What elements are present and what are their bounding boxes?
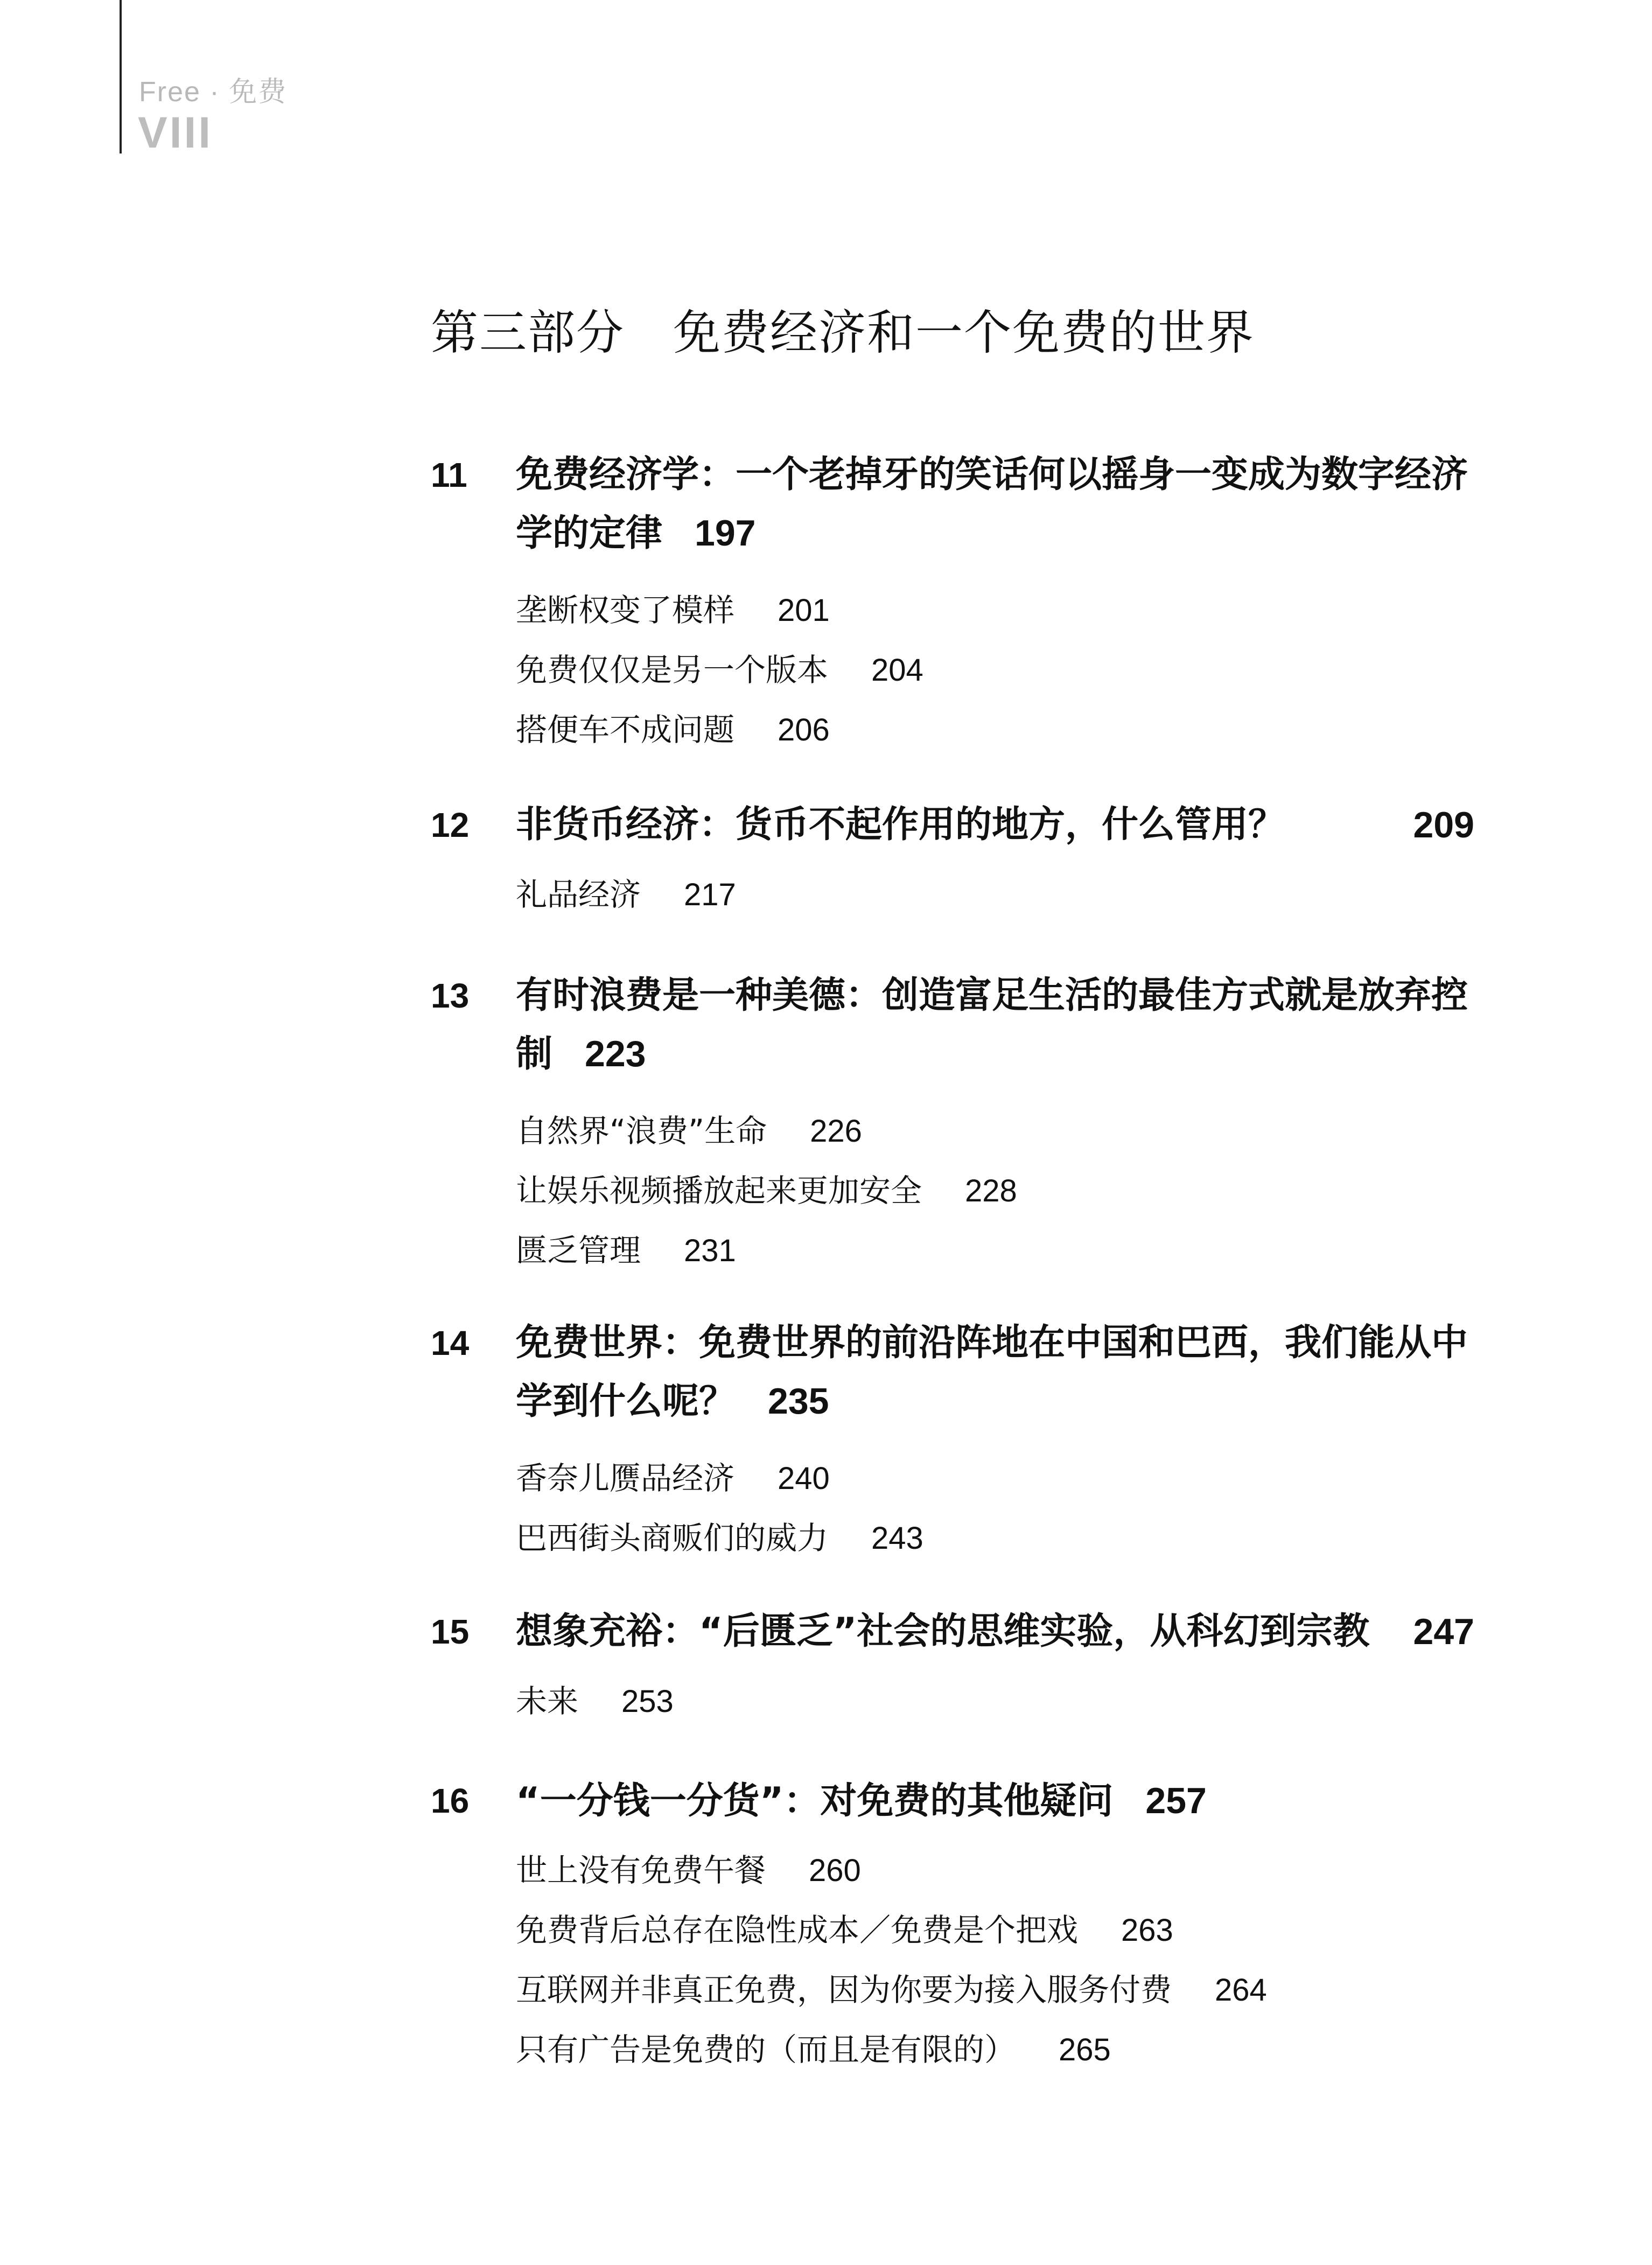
section-page: 201	[778, 593, 830, 628]
chapter-title[interactable]	[516, 1314, 1474, 1431]
chapter-page: 235	[768, 1381, 829, 1422]
running-head: Free · 免费	[139, 76, 288, 108]
section-title: 让娱乐视频播放起来更加安全	[516, 1172, 922, 1209]
chapter-number: 11	[431, 456, 467, 494]
section-list	[516, 1841, 1267, 2080]
chapter-title[interactable]	[516, 796, 1474, 854]
section-entry[interactable]	[516, 1449, 923, 1508]
section-list	[516, 1101, 1017, 1281]
section-page: 226	[810, 1114, 862, 1149]
chapter-title-text: 免费经济学：一个老掉牙的笑话何以摇身一变成为数字经济学的定律	[516, 453, 1468, 555]
section-entry[interactable]	[516, 865, 736, 925]
section-page: 260	[809, 1853, 861, 1888]
section-title: 免费仅仅是另一个版本	[516, 652, 829, 688]
chapter-title-text: 非货币经济：货币不起作用的地方，什么管用？	[516, 803, 1285, 846]
chapter-number: 14	[431, 1324, 470, 1362]
section-list	[516, 1672, 674, 1731]
chapter-page: 257	[1145, 1780, 1207, 1821]
section-list	[516, 1449, 923, 1568]
section-page: 264	[1215, 1973, 1267, 2008]
section-page: 240	[778, 1461, 830, 1496]
section-title: 互联网并非真正免费，因为你要为接入服务付费	[516, 1972, 1172, 2008]
section-title: 礼品经济	[516, 876, 641, 913]
chapter-number: 15	[431, 1612, 470, 1651]
chapter-title[interactable]	[516, 967, 1474, 1083]
chapter-title-text: 有时浪费是一种美德：创造富足生活的最佳方式就是放弃控制	[516, 974, 1468, 1075]
section-entry[interactable]	[516, 1672, 674, 1731]
section-entry[interactable]	[516, 1221, 1017, 1281]
section-entry[interactable]	[516, 1841, 1267, 1900]
chapter-page: 223	[585, 1033, 646, 1074]
chapter-page: 247	[1413, 1611, 1474, 1652]
section-title: 免费背后总存在隐性成本／免费是个把戏	[516, 1912, 1079, 1948]
section-page: 217	[684, 877, 736, 912]
section-page: 228	[965, 1173, 1017, 1208]
chapter-number: 13	[431, 976, 470, 1015]
section-title: 未来	[516, 1683, 579, 1719]
section-list	[516, 865, 736, 925]
section-entry[interactable]	[516, 1161, 1017, 1221]
gutter-rule	[120, 0, 122, 153]
section-entry[interactable]	[516, 1960, 1267, 2020]
chapter-number: 16	[431, 1781, 470, 1820]
section-entry[interactable]	[516, 1101, 1017, 1161]
chapter-title-text: 免费世界：免费世界的前沿阵地在中国和巴西，我们能从中学到什么呢？	[516, 1322, 1468, 1423]
section-title: 世上没有免费午餐	[516, 1852, 766, 1889]
chapter-title-text: “一分钱一分货”：对免费的其他疑问	[516, 1780, 1114, 1822]
chapter-title[interactable]	[516, 1772, 1474, 1830]
section-title: 匮乏管理	[516, 1232, 641, 1269]
section-entry[interactable]	[516, 700, 923, 760]
section-page: 231	[684, 1233, 736, 1268]
section-page: 204	[871, 653, 923, 688]
chapter-page: 209	[1413, 805, 1474, 845]
chapter-title-text: 想象充裕：“后匮乏”社会的思维实验，从科幻到宗教	[516, 1610, 1370, 1653]
section-page: 263	[1121, 1913, 1173, 1948]
section-entry[interactable]	[516, 640, 923, 700]
section-list	[516, 581, 923, 760]
page-folio: VIII	[138, 108, 213, 157]
section-page: 243	[871, 1521, 923, 1556]
chapter-number: 12	[431, 806, 470, 844]
section-page: 206	[778, 712, 830, 747]
section-title: 搭便车不成问题	[516, 711, 735, 748]
chapter-title[interactable]	[516, 1603, 1474, 1661]
section-title: 自然界“浪费”生命	[516, 1113, 767, 1149]
chapter-title[interactable]	[516, 446, 1474, 563]
section-title: 巴西街头商贩们的威力	[516, 1520, 829, 1556]
section-page: 265	[1059, 2032, 1111, 2067]
section-title: 香奈儿赝品经济	[516, 1460, 735, 1497]
section-page: 253	[621, 1684, 674, 1719]
part-title: 第三部分 免费经济和一个免费的世界	[431, 305, 1255, 360]
section-entry[interactable]	[516, 1900, 1267, 1960]
section-entry[interactable]	[516, 581, 923, 640]
section-entry[interactable]	[516, 1508, 923, 1568]
section-entry[interactable]	[516, 2020, 1267, 2080]
section-title: 垄断权变了模样	[516, 592, 735, 628]
chapter-page: 197	[695, 513, 756, 554]
section-title: 只有广告是免费的（而且是有限的）	[516, 2031, 1016, 2068]
